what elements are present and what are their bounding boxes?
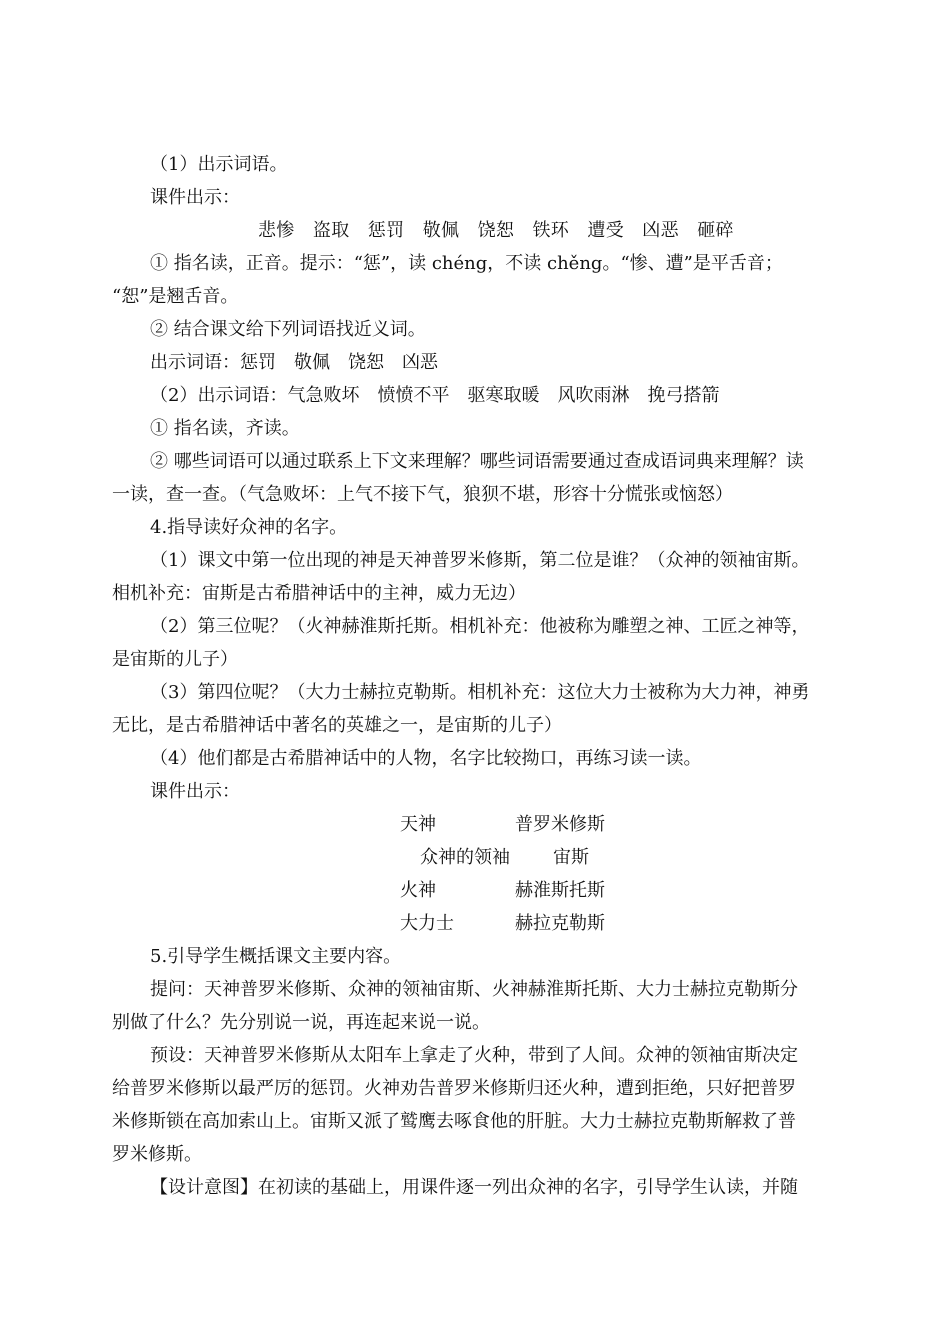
paragraph: ② 结合课文给下列词语找近义词。 <box>150 319 426 340</box>
paragraph: 出示词语：惩罚 敬佩 饶恕 凶恶 <box>150 352 438 373</box>
god-name: 宙斯 <box>553 847 589 868</box>
paragraph: （2）第三位呢？（火神赫淮斯托斯。相机补充：他被称为雕塑之神、工匠之神等， <box>150 616 810 637</box>
god-title: 天神 <box>400 814 436 835</box>
god-title: 火神 <box>400 880 436 901</box>
paragraph: 一读，查一查。（气急败坏：上气不接下气，狼狈不堪，形容十分慌张或恼怒） <box>112 484 733 505</box>
paragraph: 预设：天神普罗米修斯从太阳车上拿走了火种，带到了人间。众神的领袖宙斯决定 <box>150 1045 798 1066</box>
word-list: 悲惨 盗取 惩罚 敬佩 饶恕 铁环 遭受 凶恶 砸碎 <box>258 220 734 241</box>
paragraph: 提问：天神普罗米修斯、众神的领袖宙斯、火神赫淮斯托斯、大力士赫拉克勒斯分 <box>150 979 798 1000</box>
paragraph: 课件出示： <box>150 187 240 208</box>
paragraph: 无比，是古希腊神话中著名的英雄之一，是宙斯的儿子） <box>112 715 562 736</box>
paragraph: 罗米修斯。 <box>112 1144 202 1165</box>
paragraph: ② 哪些词语可以通过联系上下文来理解？哪些词语需要通过查成语词典来理解？读 <box>150 451 804 472</box>
paragraph: ① 指名读，齐读。 <box>150 418 300 439</box>
paragraph: ① 指名读，正音。提示：“惩”，读 chéng，不读 chěng。“惨、遭”是平舌音； <box>150 253 783 274</box>
paragraph: 是宙斯的儿子） <box>112 649 238 670</box>
paragraph: 课件出示： <box>150 781 240 802</box>
god-title: 众神的领袖 <box>420 847 510 868</box>
section-heading: 4.指导读好众神的名字。 <box>150 517 348 538</box>
paragraph: （1）出示词语。 <box>150 154 288 175</box>
paragraph: 米修斯锁在高加索山上。宙斯又派了鹫鹰去啄食他的肝脏。大力士赫拉克勒斯解救了普 <box>112 1111 796 1132</box>
god-title: 大力士 <box>400 913 454 934</box>
paragraph: 别做了什么？先分别说一说，再连起来说一说。 <box>112 1012 490 1033</box>
paragraph: 给普罗米修斯以最严厉的惩罚。火神劝告普罗米修斯归还火种，遭到拒绝，只好把普罗 <box>112 1078 796 1099</box>
paragraph: “恕”是翘舌音。 <box>112 286 239 307</box>
paragraph: 相机补充：宙斯是古希腊神话中的主神，威力无边） <box>112 583 526 604</box>
paragraph: 【设计意图】在初读的基础上，用课件逐一列出众神的名字，引导学生认读，并随 <box>150 1177 798 1198</box>
paragraph: （1）课文中第一位出现的神是天神普罗米修斯，第二位是谁？（众神的领袖宙斯。 <box>150 550 810 571</box>
god-name: 普罗米修斯 <box>515 814 605 835</box>
god-name: 赫淮斯托斯 <box>515 880 605 901</box>
god-name: 赫拉克勒斯 <box>515 913 605 934</box>
paragraph: （4）他们都是古希腊神话中的人物，名字比较拗口，再练习读一读。 <box>150 748 702 769</box>
paragraph: （3）第四位呢？（大力士赫拉克勒斯。相机补充：这位大力士被称为大力神，神勇 <box>150 682 810 703</box>
paragraph: （2）出示词语：气急败坏 愤愤不平 驱寒取暖 风吹雨淋 挽弓搭箭 <box>150 385 720 406</box>
section-heading: 5.引导学生概括课文主要内容。 <box>150 946 402 967</box>
